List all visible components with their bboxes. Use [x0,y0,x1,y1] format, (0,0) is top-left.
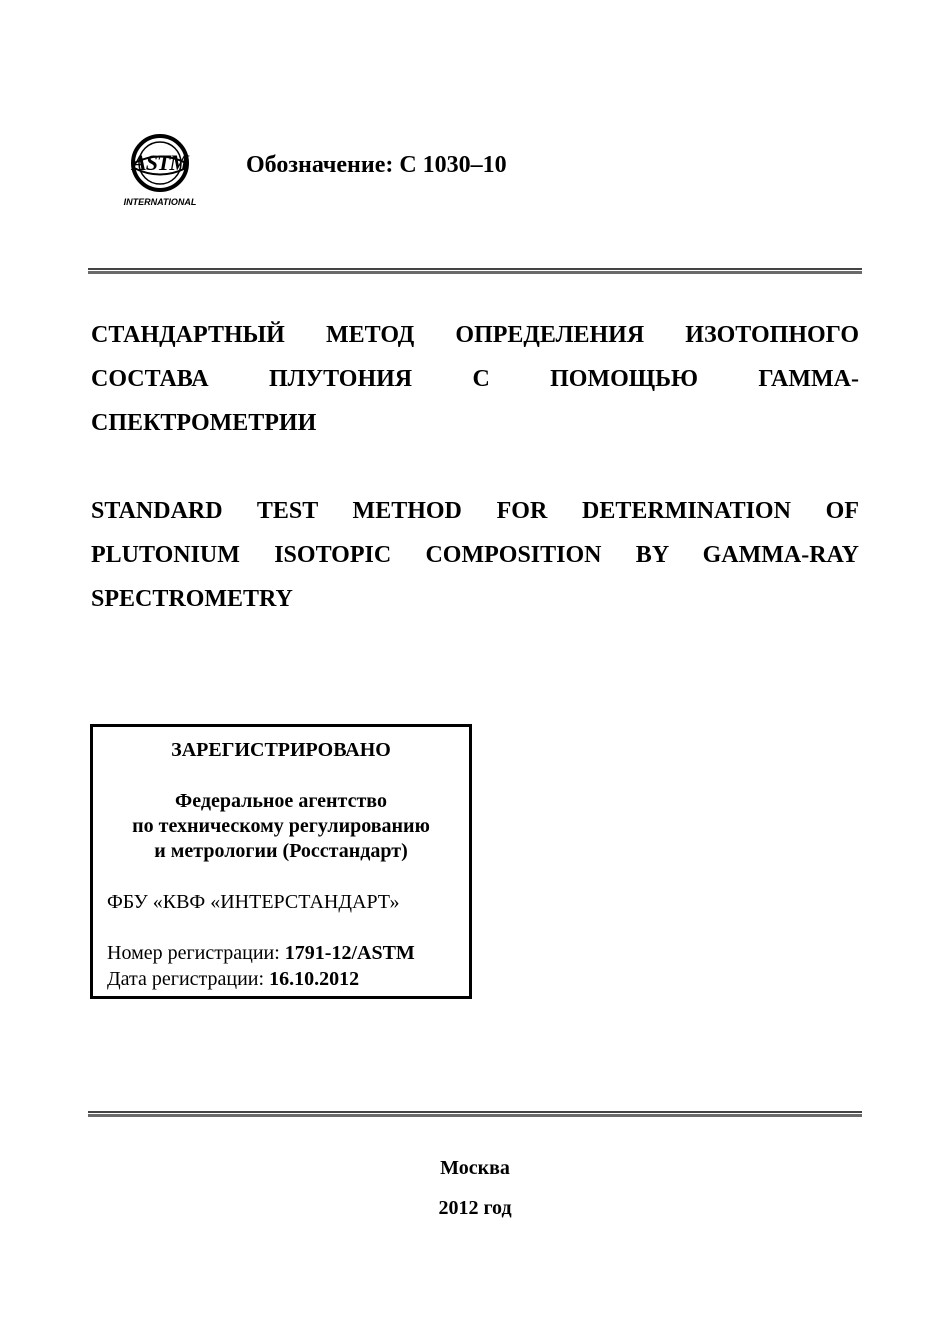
registration-number [107,942,415,965]
registration-date-label: Дата регистрации: [107,968,265,990]
svg-text:INTERNATIONAL: INTERNATIONAL [123,197,197,207]
publication-year: 2012 год [438,1197,512,1219]
title-english: STANDARD TEST METHOD FOR DETERMINATION OF PLUTONIUM ISOTOPIC COMPOSITION BY GAMMA-RAY SPECTROMETRY [91,498,859,612]
designation: Обозначение: С 1030–10 [246,152,507,178]
agency-line: по техническому регулированию [132,815,430,837]
registration-agency [93,789,469,864]
registration-box [90,724,472,999]
astm-logo-icon [116,130,204,210]
publication-city: Москва [440,1157,510,1179]
agency-line: Федеральное агентство [175,790,387,812]
registration-date-value: 16.10.2012 [269,968,360,990]
bottom-divider [88,1111,862,1118]
registration-number-label: Номер регистрации: [107,942,280,964]
astm-logo [116,130,204,210]
svg-text:ASTM: ASTM [132,150,188,175]
registration-number-value: 1791-12/ASTM [284,942,415,964]
registration-heading: ЗАРЕГИСТРИРОВАНО [171,739,391,761]
agency-line: и метрологии (Росстандарт) [154,840,408,862]
top-divider [88,268,862,275]
registration-date [107,968,359,991]
registration-organization: ФБУ «КВФ «ИНТЕРСТАНДАРТ» [107,891,400,913]
title-russian: СТАНДАРТНЫЙ МЕТОД ОПРЕДЕЛЕНИЯ ИЗОТОПНОГО СОСТАВА ПЛУТОНИЯ С ПОМОЩЬЮ ГАММА-СПЕКТРОМЕТРИИ [91,322,859,436]
